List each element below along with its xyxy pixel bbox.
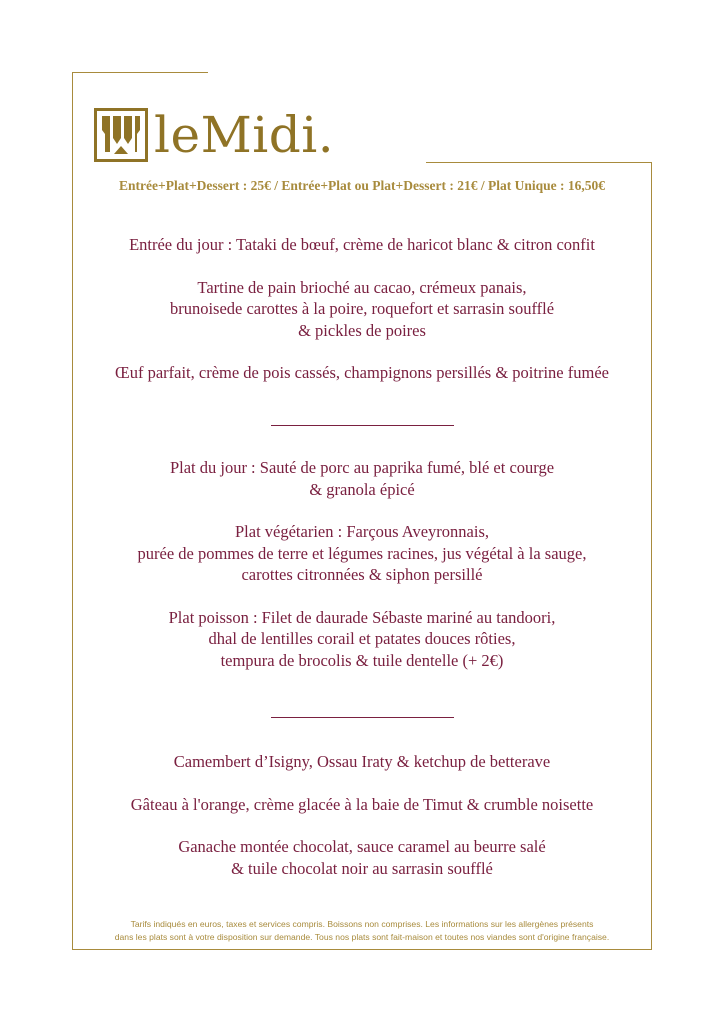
menu-item [72,607,652,672]
menu-item [72,234,652,256]
menu-item-line: Plat poisson : Filet de daurade Sébaste mariné au tandoori, [168,607,556,627]
menu-item [72,521,652,586]
section-divider [271,717,454,718]
menu-item [72,836,652,879]
menu-item-line: Plat du jour : Sauté de porc au paprika fumé, blé et courge [169,458,555,477]
menu-item-line: & granola épicé [309,479,415,499]
menu-item-line: brunoisede carottes à la poire, roquefort et sarrasin soufflé [169,299,555,318]
menu-item-line: dhal de lentilles corail et patates douces rôties, [208,629,516,648]
logo [94,104,334,166]
frame-top-right [426,162,652,163]
frame-top-left [72,72,208,73]
menu-item [72,457,652,500]
frame-bottom [72,949,652,950]
menu-item-line: Entrée du jour : Tataki de bœuf, crème de haricot blanc & citron confit [129,235,595,254]
section-divider [271,425,454,426]
menu-item-line: Ganache montée chocolat, sauce caramel au beurre salé [178,837,546,856]
menu-item-line: Camembert d’Isigny, Ossau Iraty & ketchup de betterave [173,752,551,771]
menu-item-line: Œuf parfait, crème de pois cassés, champignons persillés & poitrine fumée [115,363,609,382]
logo-mark-icon [94,108,148,162]
menu-item-line: & tuile chocolat noir au sarrasin soufflé [231,858,493,878]
brand-name: leMidi. [154,106,335,164]
menu-item [72,794,652,816]
plats-section [72,457,652,671]
menu-item [72,277,652,342]
menu-item-line: Plat végétarien : Farçous Aveyronnais, [234,522,489,541]
menu-item-line: tempura de brocolis & tuile dentelle (+ 2€) [220,650,504,670]
menu-item-line: Tartine de pain brioché au cacao, crémeux panais, [197,277,527,297]
menu-item-line: purée de pommes de terre et légumes racines, jus végétal à la sauge, [137,543,587,563]
menu-item-line: & pickles de poires [298,320,426,340]
desserts-section [72,751,652,879]
menu-item [72,362,652,384]
footnote-line: Tarifs indiqués en euros, taxes et services compris. Boissons non comprises. Les informations sur les allergènes présents [130,919,594,929]
footnote [72,918,652,943]
pricing-line: Entrée+Plat+Dessert : 25€ / Entrée+Plat ou Plat+Dessert : 21€ / Plat Unique : 16,50€ [119,178,605,193]
menu-item [72,751,652,773]
footnote-line: dans les plats sont à votre disposition sur demande. Tous nos plats sont fait-maison et toutes nos viandes sont d'origine française. [114,931,610,942]
entrees-section [72,234,652,384]
menu-item-line: Gâteau à l'orange, crème glacée à la baie de Timut & crumble noisette [130,794,594,814]
menu-item-line: carottes citronnées & siphon persillé [241,565,483,584]
